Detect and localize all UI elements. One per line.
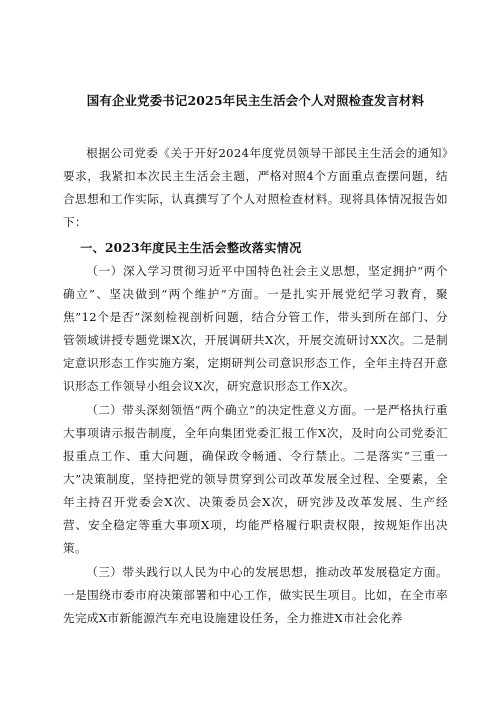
paragraph-3: （三）带头践行以人民为中心的发展思想，推动改革发展稳定方面。一是围绕市委市府决策部署和中心工作，做实民生项目。比如，在全市率先完成X市新能源汽车充电设施建设任务，全力推进X市社会化养 <box>63 565 448 625</box>
intro-paragraph: 根据公司党委《关于开好2024年度党员领导干部民主生活会的通知》要求，我紧扣本次民主生活会主题，严格对照4个方面重点查摆问题，结合思想和工作实际，认真撰写了个人对照检查材料。现将具体情况报告如下： <box>63 146 448 229</box>
paragraph-2: （二）带头深刻领悟“两个确立”的决定性意义方面。一是严格执行重大事项请示报告制度，全年向集团党委汇报工作X次，及时向公司党委汇报重点工作、重大问题，确保政令畅通、令行禁止。二是落实“三重一大”决策制度，坚持把党的领导贯穿到公司改革发展全过程、全要素，全年主持召开党委会X次、决策委员会X次，研究涉及改革发展、生产经营、安全稳定等重大事项X项，均能严格履行职责权限，按规矩作出决策。 <box>63 403 448 555</box>
section-heading-1: 一、2023年度民主生活会整改落实情况 <box>80 241 302 255</box>
paragraph-1: （一）深入学习贯彻习近平中国特色社会主义思想，坚定拥护“两个确立”、坚决做到“两个维护”方面。一是扎实开展党纪学习教育，聚焦”12个是否”深刻检视剖析问题，结合分管工作，带头到所在部门、分管领域讲授专题党课X次，开展调研共X次，开展交流研讨XX次。二是制定意识形态工作实施方案，定期研判公司意识形态工作，全年主持召开意识形态工作领导小组会议X次，研究意识形态工作X次。 <box>63 264 448 393</box>
document-title: 国有企业党委书记2025年民主生活会个人对照检查发言材料 <box>86 93 425 108</box>
